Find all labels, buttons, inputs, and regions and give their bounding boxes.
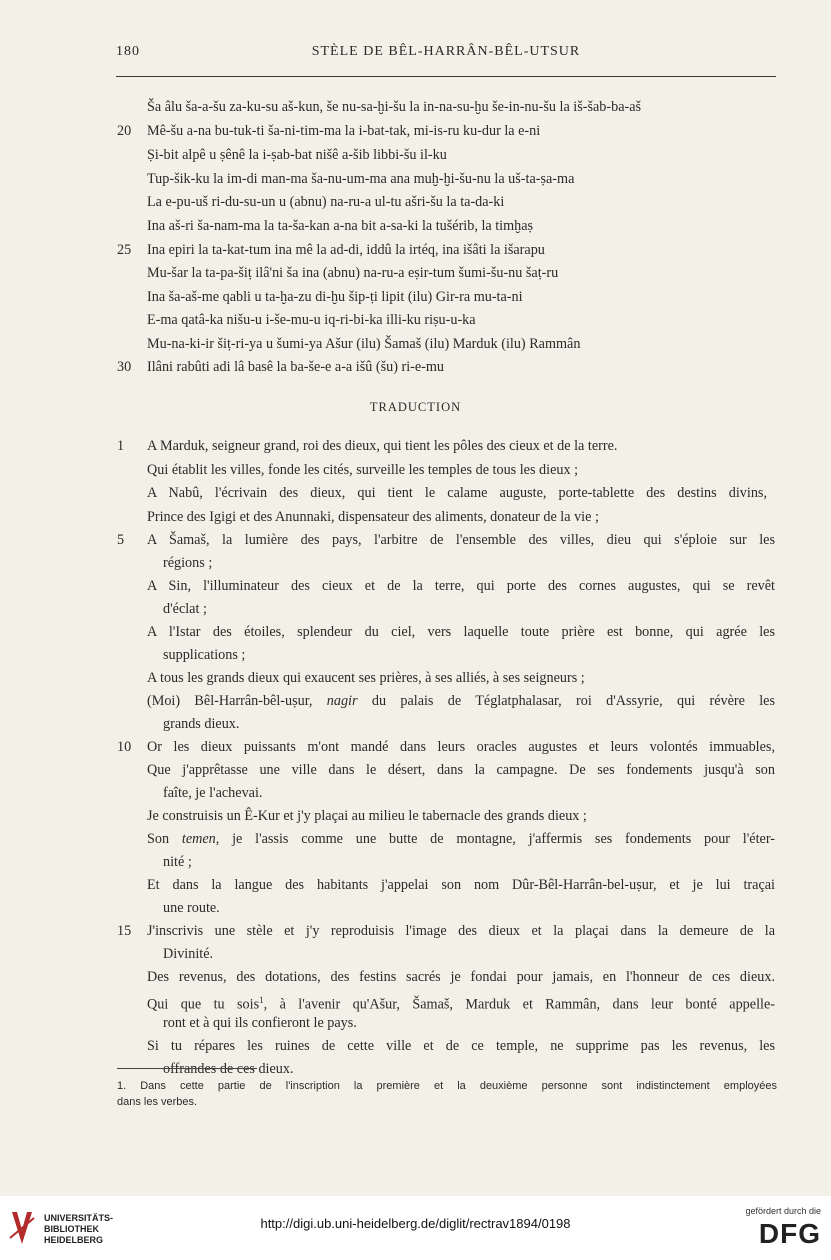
translit-line: Ša âlu ša-a-šu za-ku-su aš-kun, še nu-sa-ḫi-šu la in-na-su-ḫu še-in-nu-šu la iš-šab-ba-aš bbox=[147, 99, 642, 115]
trad-line: A Nabû, l'écrivain des dieux, qui tient le calame auguste, porte-tablette des destins divins, bbox=[147, 485, 767, 501]
translit-line: Mu-na-ki-ir šiṭ-ri-ya u šumi-ya Ašur (ilu) Šamaš (ilu) Marduk (ilu) Rammân bbox=[147, 336, 581, 352]
trad-line: A l'Istar des étoiles, splendeur du ciel, vers laquelle toute prière est bonne, qui agrée les bbox=[147, 624, 775, 640]
page-header bbox=[116, 44, 776, 66]
trad-line-part: (Moi) Bêl-Harrân-bêl-uṣur, bbox=[147, 693, 327, 709]
line-number: 1 bbox=[117, 438, 125, 454]
library-name-line: HEIDELBERG bbox=[44, 1235, 104, 1245]
library-name-line: BIBLIOTHEK bbox=[44, 1224, 99, 1234]
sponsor-text: gefördert durch die bbox=[745, 1206, 821, 1216]
translit-line: Ṣi-bit alpê u ṣênê la i-ṣab-bat nišê a-šib libbi-šu il-ku bbox=[147, 147, 447, 163]
translit-line: Ilâni rabûti adi lâ basê la ba-še-e a-a išû (šu) ri-e-mu bbox=[147, 359, 445, 375]
translit-line: Mu-šar la ta-pa-šiṭ ilâ'ni ša ina (abnu) na-ru-a eṣir-tum šumi-šu-nu šaṭ-ru bbox=[147, 265, 559, 281]
header-rule bbox=[116, 76, 776, 77]
trad-line: d'éclat ; bbox=[163, 601, 207, 617]
trad-line: Divinité. bbox=[163, 946, 214, 962]
trad-line-part: Qui que tu sois bbox=[147, 996, 260, 1013]
trad-line-part: du palais de Téglatphalasar, roi d'Assyrie, qui révère les bbox=[357, 693, 775, 709]
italic-term: temen bbox=[181, 831, 216, 847]
trad-line: Prince des Igigi et des Anunnaki, dispensateur des aliments, donateur de la vie ; bbox=[147, 509, 599, 525]
source-url-link[interactable]: http://digi.ub.uni-heidelberg.de/diglit/rectrav1894/0198 bbox=[260, 1216, 571, 1231]
trad-line: faîte, je l'achevai. bbox=[163, 785, 263, 801]
trad-line bbox=[147, 691, 775, 711]
trad-line: ront et à qui ils confieront le pays. bbox=[163, 1015, 357, 1031]
footnote-continuation: dans les verbes. bbox=[117, 1096, 198, 1108]
trad-line: Des revenus, des dotations, des festins sacrés je fondai pour jamais, en l'honneur de ces dieux. bbox=[147, 969, 775, 985]
trad-line: Si tu répares les ruines de cette ville et de ce temple, ne supprime pas les revenus, les bbox=[147, 1038, 775, 1054]
trad-line bbox=[147, 990, 775, 1015]
trad-line: Que j'apprêtasse une ville dans le désert, dans la campagne. De ses fondements jusqu'à son bbox=[147, 762, 775, 778]
translit-line: Ina ša-aš-me qabli u ta-ḫa-zu di-ḫu šip-ṭi lipit (ilu) Gir-ra mu-ta-ni bbox=[147, 289, 523, 305]
trad-line-part: , à l'avenir qu'Ašur, Šamaš, Marduk et Rammân, dans leur bonté appelle- bbox=[263, 996, 775, 1013]
line-number: 10 bbox=[117, 739, 132, 755]
dfg-logo: DFG bbox=[758, 1218, 821, 1249]
translit-line: La e-pu-uš ri-du-su-un u (abnu) na-ru-a ul-tu ašri-šu la ta-da-ki bbox=[147, 194, 505, 210]
trad-line: Or les dieux puissants m'ont mandé dans leurs oracles augustes et leurs volontés immuables, bbox=[147, 739, 775, 755]
translit-line: Tup-šik-ku la im-di man-ma ša-nu-um-ma ana muḫ-ḫi-šu-nu la uš-ta-ṣa-ma bbox=[147, 171, 575, 187]
translit-line: Ina epiri la ta-kat-tum ina mê la ad-di, iddû la irtéq, ina išâti la išarapu bbox=[147, 242, 545, 258]
page-number: 180 bbox=[116, 44, 140, 59]
line-number: 20 bbox=[117, 123, 132, 139]
trad-line: nité ; bbox=[163, 854, 192, 870]
trad-line: offrandes de ces dieux. bbox=[163, 1061, 294, 1077]
footnote: 1. Dans cette partie de l'inscription la première et la deuxième personne sont indistinctement employées bbox=[117, 1080, 777, 1092]
trad-line: J'inscrivis une stèle et j'y reproduisis l'image des dieux et la plaçai dans la demeure de la bbox=[147, 923, 775, 939]
footnote-ref: 1 bbox=[259, 995, 264, 1005]
trad-line: supplications ; bbox=[163, 647, 246, 663]
trad-line: grands dieux. bbox=[163, 716, 240, 732]
line-number: 30 bbox=[117, 359, 132, 375]
trad-line: A Šamaš, la lumière des pays, l'arbitre de l'ensemble des villes, dieu qui s'éploie sur les bbox=[147, 532, 775, 548]
translit-line: Ina aš-ri ša-nam-ma la ta-ša-kan a-na bit a-sa-ki la tušérib, la timḫaṣ bbox=[147, 218, 534, 234]
footnote-rule bbox=[117, 1068, 257, 1069]
trad-line: A Marduk, seigneur grand, roi des dieux, qui tient les pôles des cieux et de la terre. bbox=[147, 438, 618, 454]
running-title: STÈLE DE BÊL-HARRÂN-BÊL-UTSUR bbox=[311, 44, 581, 59]
section-heading: TRADUCTION bbox=[369, 400, 462, 414]
line-number: 25 bbox=[117, 242, 132, 258]
trad-line: Je construisis un Ê-Kur et j'y plaçai au milieu le tabernacle des grands dieux ; bbox=[147, 808, 587, 824]
trad-line: régions ; bbox=[163, 555, 213, 571]
trad-line bbox=[147, 829, 775, 849]
trad-line-part: , je l'assis comme une butte de montagne, j'affermis ses fondements pour l'éter- bbox=[215, 831, 776, 847]
line-number: 5 bbox=[117, 532, 125, 548]
library-name-line: UNIVERSITÄTS- bbox=[44, 1213, 114, 1223]
trad-line: A Sin, l'illuminateur des cieux et de la terre, qui porte des cornes augustes, qui se revêt bbox=[147, 578, 775, 594]
trad-line-part: Son bbox=[147, 831, 182, 847]
italic-term: nagir bbox=[326, 693, 358, 709]
trad-line: Et dans la langue des habitants j'appelai son nom Dûr-Bêl-Harrân-bel-uṣur, et je lui traçai bbox=[147, 877, 775, 893]
digitization-footer bbox=[0, 1196, 831, 1260]
translit-line: Mê-šu a-na bu-tuk-ti ša-ni-tim-ma la i-bat-tak, mi-is-ru ku-dur la e-ni bbox=[147, 123, 541, 139]
translit-line: E-ma qatâ-ka nišu-u i-še-mu-u iq-ri-bi-ka illi-ku riṣu-u-ka bbox=[147, 312, 476, 328]
line-number: 15 bbox=[117, 923, 132, 939]
trad-line: A tous les grands dieux qui exaucent ses prières, à ses alliés, à ses seigneurs ; bbox=[147, 670, 585, 686]
trad-line: Qui établit les villes, fonde les cités, surveille les temples de tous les dieux ; bbox=[147, 462, 579, 478]
trad-line: une route. bbox=[163, 900, 220, 916]
